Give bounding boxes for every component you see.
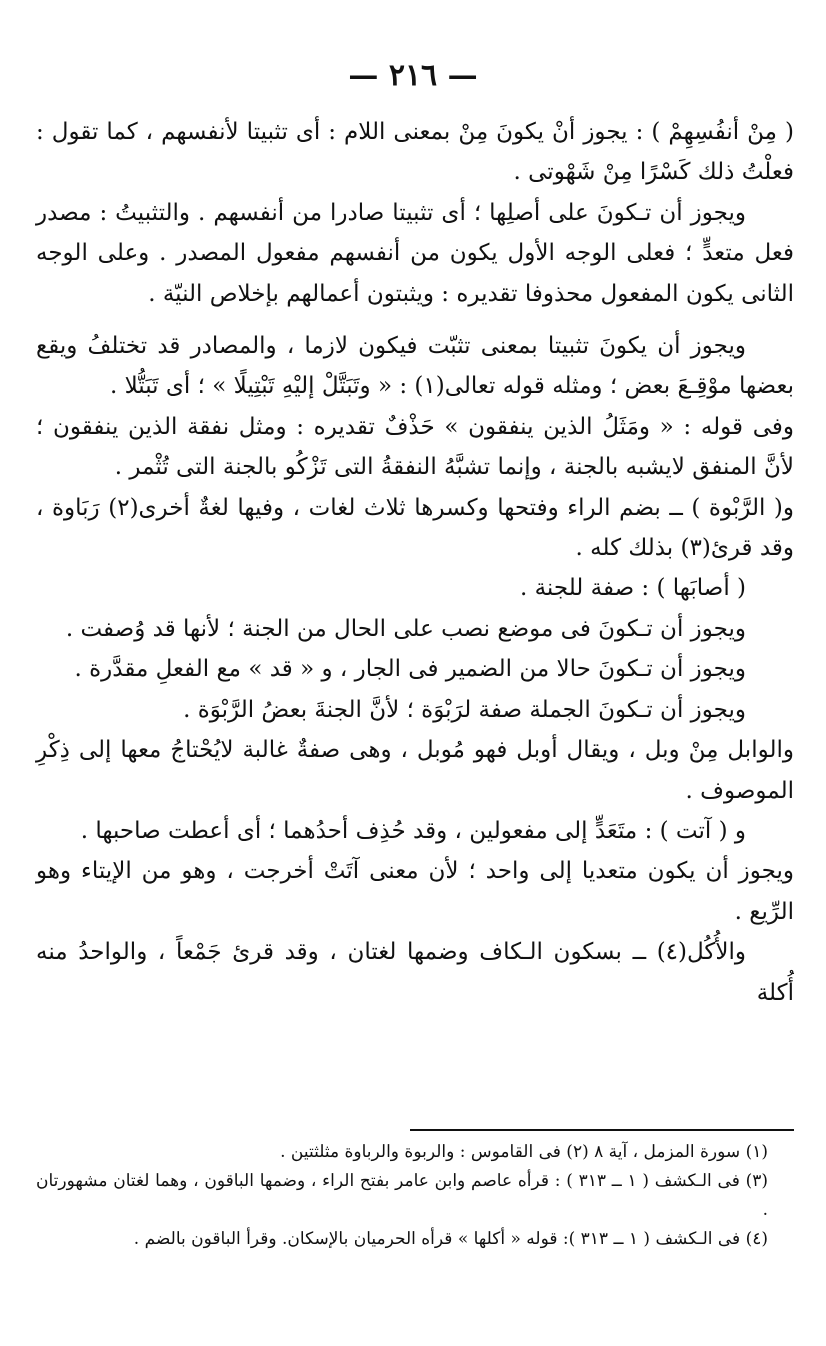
paragraph: ويجوز أن تـكونَ حالا من الضمير فى الجار ، و « قد » مع الفعلِ مقدَّرة . xyxy=(74,656,746,683)
paragraph: و ( آتت ) : متَعَدٍّ إلى مفعولين ، وقد حُذِف أحدُهما ؛ أى أعطت صاحبها . xyxy=(80,817,746,844)
footnote-divider xyxy=(410,1129,794,1131)
paragraph: ويجوز أن يكونَ تثبيتا بمعنى تثبّت فيكون لازما ، والمصادر قد تختلفُ ويقع بعضها موْقِـعَ بعض ؛ ومثله قوله تعالى(١) : « وتَبَتَّلْ إليْهِ تَبْتِيلًا » ؛ أى تَبَتُّلا . xyxy=(36,333,794,400)
paragraph: والوابل مِنْ وبل ، ويقال أوبل فهو مُوبل ، وهى صفةٌ غالبة لايُحْتاجُ معها إلى ذِكْرِ الموصوف . xyxy=(36,737,794,804)
paragraph: ( أصابَها ) : صفة للجنة . xyxy=(519,575,746,602)
footnote: (٤) فى الـكشف ( ١ ــ ٣١٣ ): قوله « أكلها » قرأه الحرميان بالإسكان. وقرأ الباقون بالضم . xyxy=(133,1229,768,1249)
paragraph: ويجوز أن يكون متعديا إلى واحد ؛ لأن معنى آتَتْ أخرجت ، وهو من الإيتاء وهو الرِّيع . xyxy=(36,858,794,925)
paragraph: ( مِنْ أنفُسِهِمْ ) : يجوز أنْ يكونَ مِنْ بمعنى اللام : أى تثبيتا لأنفسهم ، كما تقول : فعلْتُ ذلك كَسْرًا مِنْ شَهْوتى . xyxy=(36,119,794,186)
paragraph: وفى قوله : « ومَثَلُ الذين ينفقون » حَذْفٌ تقديره : ومثل نفقة الذين ينفقون ؛ لأنَّ المنفق لايشبه بالجنة ، وإنما تشبَّهُ النفقةُ التى تَزْكُو بالجنة التى تُثْمر . xyxy=(36,413,794,481)
footnotes xyxy=(36,1138,788,1254)
paragraph: و( الرَّبْوة ) ــ بضم الراء وفتحها وكسرها ثلاث لغات ، وفيها لغةٌ أخرى(٢) رَبَاوة ، وقد قرئ(٣) بذلك كله . xyxy=(36,494,794,562)
paragraph: والأُكُل(٤) ــ بسكون الـكاف وضمها لغتان ، وقد قرئ جَمْعاً ، والواحدُ منه أُكلة xyxy=(36,939,794,1006)
paragraph: ويجوز أن تـكونَ على أصلِها ؛ أى تثبيتا صادرا من أنفسهم . والتثبيتُ : مصدر فعل متعدٍّ ؛ فعلى الوجه الأول يكون من أنفسهم مفعول المصدر . وعلى الوجه الثانى يكون المفعول محذوفا تقديره : ويثبتون أعمالهم بإخلاص النيّة . xyxy=(36,199,794,307)
footnote: (٣) فى الـكشف ( ١ ــ ٣١٣ ) : قرأه عاصم وابن عامر بفتح الراء ، وضمها الباقون ، وهما لغتان مشهورتان . xyxy=(36,1171,768,1220)
page-number: — ٢١٦ — xyxy=(348,58,478,93)
footnote: (١) سورة المزمل ، آية ٨ (٢) فى القاموس : والربوة والرباوة مثلثتين . xyxy=(280,1142,768,1162)
paragraph: ويجوز أن تـكونَ فى موضع نصب على الحال من الجنة ؛ لأنها قد وُصفت . xyxy=(65,615,746,642)
main-text xyxy=(36,112,794,1013)
paragraph: ويجوز أن تـكونَ الجملة صفة لرَبْوَة ؛ لأنَّ الجنةَ بعضُ الرَّبْوَة . xyxy=(183,696,746,723)
